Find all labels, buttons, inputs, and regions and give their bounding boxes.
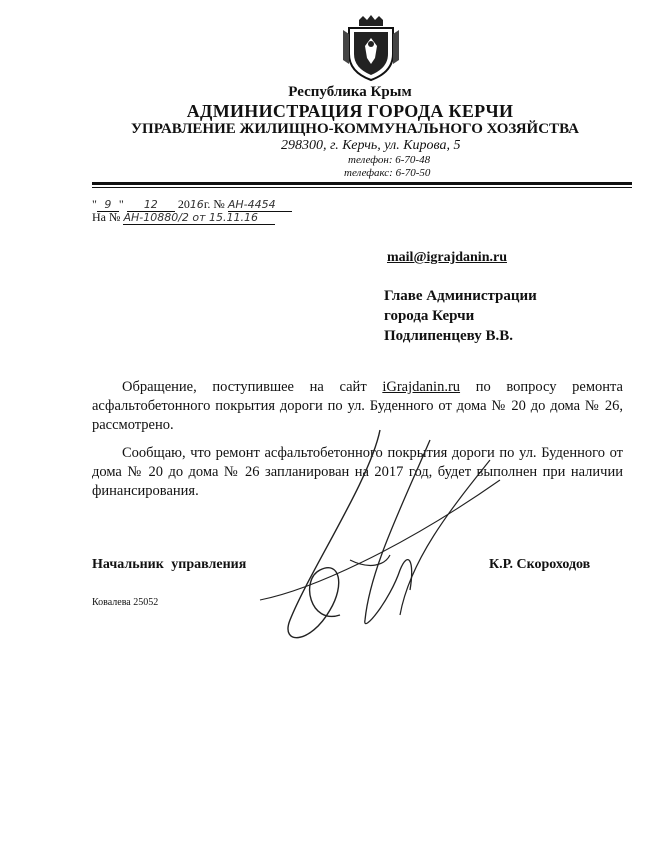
header-divider-thick: [92, 182, 632, 185]
site-link[interactable]: iGrajdanin.ru: [382, 379, 461, 395]
recipient-line-1: Главе Администрации: [384, 288, 537, 304]
handwritten-signature: [250, 420, 510, 650]
header-republic: Республика Крым: [288, 84, 412, 100]
executor-note: Ковалева 25052: [92, 597, 159, 608]
registration-number: АН-4454: [228, 198, 292, 212]
recipient-email: mail@igrajdanin.ru: [387, 250, 507, 265]
coat-of-arms-emblem: [341, 14, 401, 82]
signatory-position: Начальник управления: [92, 557, 247, 572]
ref-prefix: На №: [92, 210, 121, 224]
paragraph-1-end: по вопросу ремонта асфальтобетонного покрытия дороги по ул. Буденного от дома № 20 до дома № 26, рассмотрено.: [92, 379, 623, 433]
signatory-name: К.Р. Скороходов: [489, 557, 591, 572]
header-address: 298300, г. Керчь, ул. Кирова, 5: [281, 138, 461, 153]
reference-line: [92, 210, 275, 225]
quote-close: ": [118, 197, 124, 211]
paragraph-2: Сообщаю, что ремонт асфальтобетонного покрытия дороги по ул. Буденного от дома № 20 до дома № 26 запланирован на 2017 год, будет выполнен при наличии финансирования.: [92, 445, 623, 499]
header-department: УПРАВЛЕНИЕ ЖИЛИЩНО-КОММУНАЛЬНОГО ХОЗЯЙСТВА: [131, 121, 579, 137]
year-prefix: 20: [177, 197, 190, 211]
recipient-line-3: Подлипенцеву В.В.: [384, 328, 513, 344]
year-suffix: г. №: [203, 197, 225, 211]
paragraph-1-start: Обращение, поступившее на сайт: [122, 379, 383, 395]
header-divider-thin: [92, 187, 632, 188]
recipient-block: [384, 286, 537, 346]
header-phone: телефон: 6-70-48: [348, 154, 431, 166]
registration-month: 12: [127, 198, 175, 212]
header-fax: телефакс: 6-70-50: [344, 167, 431, 179]
reference-number: АН-10880/2 от 15.11.16: [123, 211, 275, 225]
recipient-line-2: города Керчи: [384, 308, 475, 324]
header-administration: АДМИНИСТРАЦИЯ ГОРОДА КЕРЧИ: [186, 101, 514, 121]
quote-open: ": [92, 197, 97, 211]
registration-year: 16: [189, 198, 204, 211]
registration-day: 9: [97, 198, 119, 212]
